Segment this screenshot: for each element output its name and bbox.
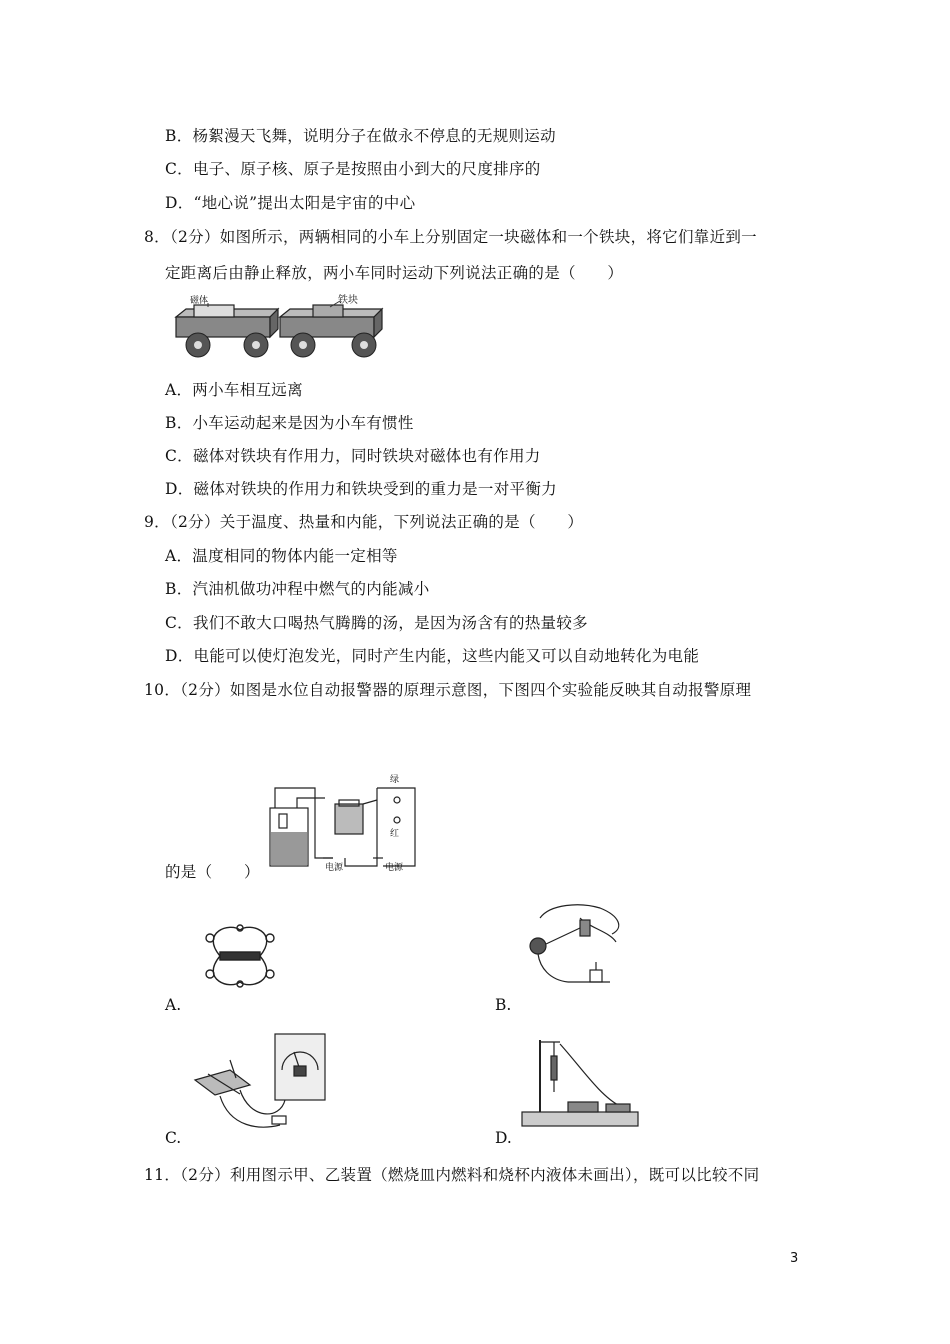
- green-label: 绿: [390, 775, 400, 785]
- q10-choice-b-figure: [520, 898, 630, 994]
- q9-option-c: C．我们不敢大口喝热气腾腾的汤，是因为汤含有的热量较多: [165, 614, 588, 632]
- q8-stem-line2: 定距离后由静止释放，两小车同时运动下列说法正确的是（ ）: [165, 264, 624, 282]
- iron-label: 铁块: [338, 295, 358, 306]
- q7-option-c: C．电子、原子核、原子是按照由小到大的尺度排序的: [165, 160, 541, 178]
- cart-iron: [280, 305, 382, 337]
- q8-carts-figure: [168, 295, 388, 363]
- q10-choice-c-label: C.: [165, 1129, 182, 1147]
- power-label-1: 电源: [325, 863, 344, 873]
- q8-stem-line1: 8．（2分）如图所示，两辆相同的小车上分别固定一块磁体和一个铁块，将它们靠近到一: [144, 228, 757, 246]
- q8-option-a: A．两小车相互远离: [165, 381, 303, 399]
- page-number: 3: [790, 1251, 799, 1266]
- q10-choice-a-label: A.: [165, 996, 182, 1014]
- q8-option-c: C．磁体对铁块有作用力，同时铁块对磁体也有作用力: [165, 447, 541, 465]
- q10-choice-a-figure: [190, 922, 290, 992]
- q7-option-d: D．“地心说”提出太阳是宇宙的中心: [165, 194, 416, 212]
- q9-option-a: A．温度相同的物体内能一定相等: [165, 547, 398, 565]
- q8-option-d: D．磁体对铁块的作用力和铁块受到的重力是一对平衡力: [165, 480, 557, 498]
- q10-stem-line2: 的是（ ）: [165, 863, 260, 881]
- q10-choice-b-label: B.: [495, 996, 512, 1014]
- q11-stem-line1: 11．（2分）利用图示甲、乙装置（燃烧皿内燃料和烧杯内液体未画出），既可以比较不同: [144, 1166, 760, 1184]
- q9-option-b: B．汽油机做功冲程中燃气的内能减小: [165, 580, 430, 598]
- q10-alarm-circuit-figure: [265, 770, 425, 875]
- q9-option-d: D．电能可以使灯泡发光，同时产生内能，这些内能又可以自动地转化为电能: [165, 647, 700, 665]
- q7-option-b: B．杨絮漫天飞舞，说明分子在做永不停息的无规则运动: [165, 127, 556, 145]
- q10-choice-d-label: D.: [495, 1129, 512, 1147]
- q10-choice-c-figure: [190, 1030, 330, 1130]
- q8-option-b: B．小车运动起来是因为小车有惯性: [165, 414, 414, 432]
- power-label-2: 电源: [385, 863, 404, 873]
- magnet-label: 磁体: [190, 296, 209, 306]
- q10-stem-line1: 10．（2分）如图是水位自动报警器的原理示意图，下图四个实验能反映其自动报警原理: [144, 681, 752, 699]
- red-label: 红: [390, 829, 400, 839]
- cart-magnet: [176, 305, 278, 337]
- q10-choice-d-figure: [520, 1036, 640, 1130]
- q9-stem: 9．（2分）关于温度、热量和内能，下列说法正确的是（ ）: [144, 513, 584, 531]
